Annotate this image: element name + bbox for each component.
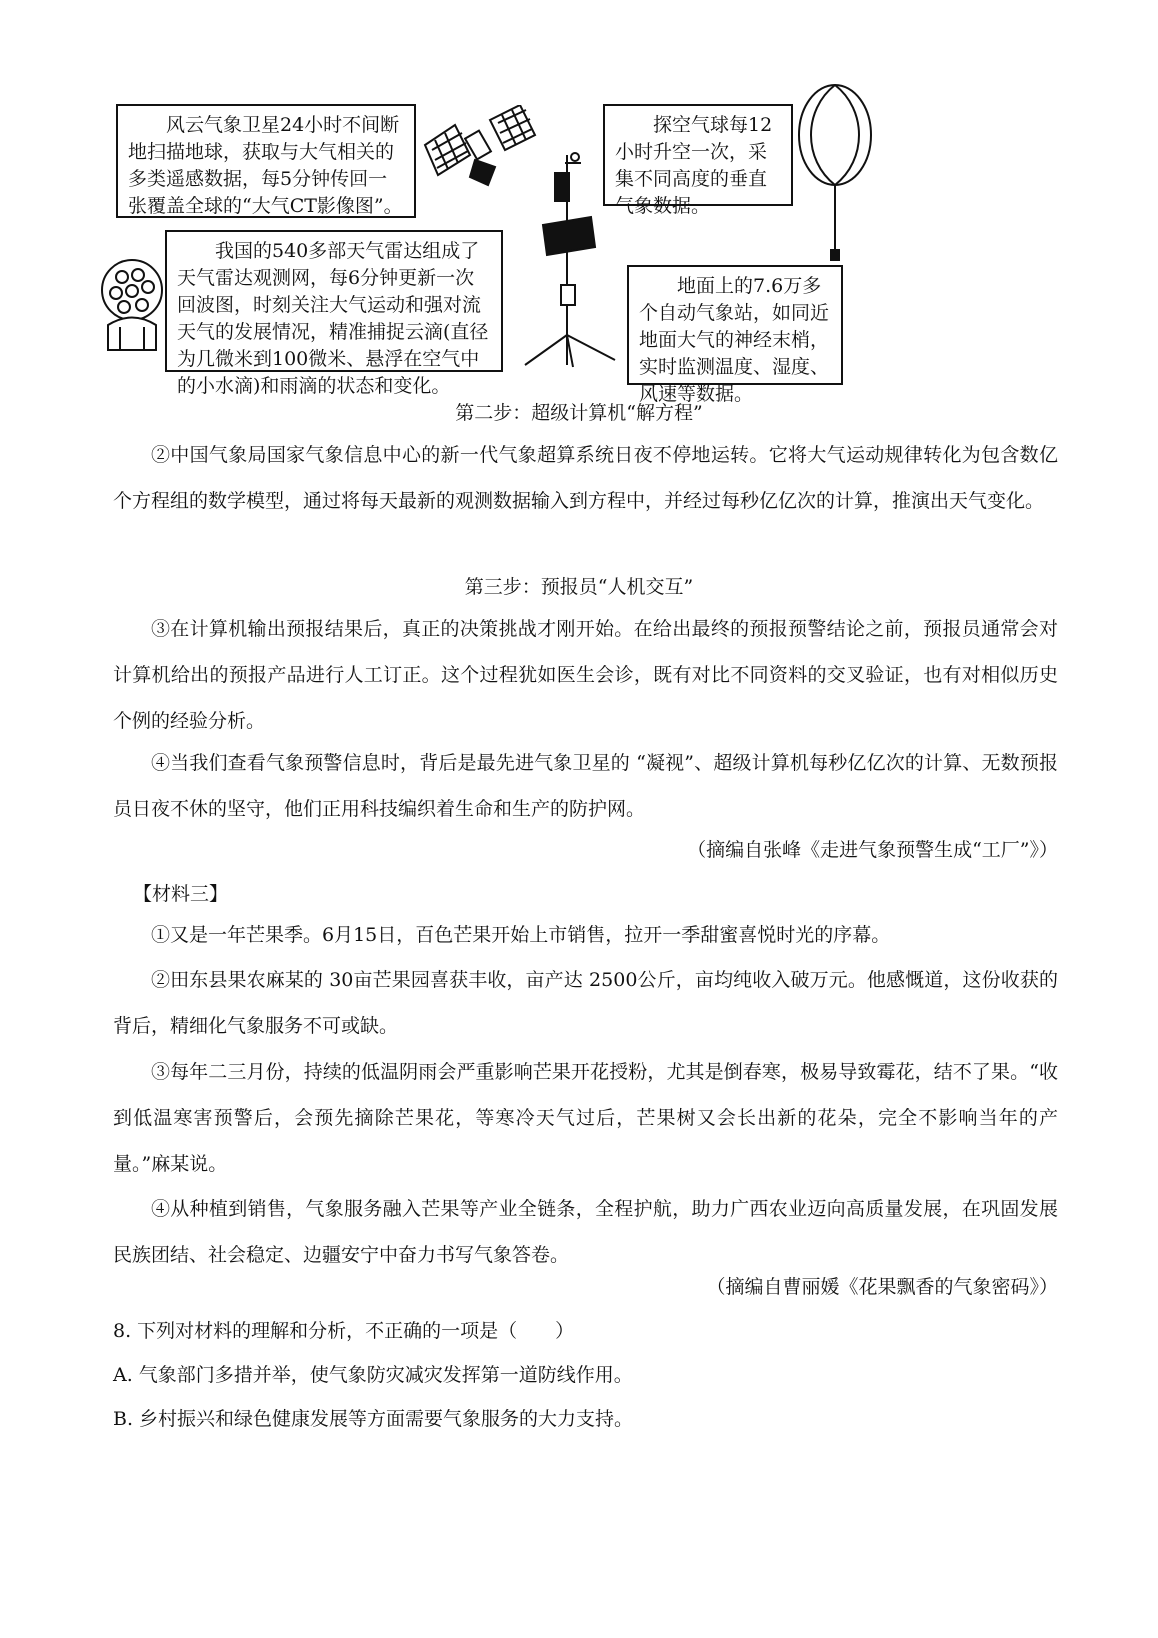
source-material-3: （摘编自曹丽媛《花果飘香的气象密码》） — [706, 1276, 1058, 1298]
station-text-box: 地面上的7.6万多个自动气象站，如同近地面大气的神经末梢，实时监测温度、湿度、风速等数据。 — [627, 265, 843, 385]
question-8: 8. 下列对材料的理解和分析，不正确的一项是（ ） — [113, 1320, 575, 1342]
m3-paragraph-2: ②田东县果农麻某的 30亩芒果园喜获丰收，亩产达 2500公斤，亩均纯收入破万元。他感慨道，这份收获的背后，精细化气象服务不可或缺。 — [113, 969, 1058, 1037]
source-material-2: （摘编自张峰《走进气象预警生成“工厂”》） — [687, 839, 1058, 861]
radar-text-box: 我国的540多部天气雷达组成了天气雷达观测网，每6分钟更新一次回波图，时刻关注大气运动和强对流天气的发展情况，精准捕捉云滴(直径为几微米到100微米、悬浮在空气中的小水滴)和雨滴的状态和变化。 — [165, 230, 503, 372]
balloon-text-box: 探空气球每12小时升空一次，采集不同高度的垂直气象数据。 — [603, 104, 793, 206]
material3-title: 【材料三】 — [133, 883, 229, 905]
m3-paragraph-3: ③每年二三月份，持续的低温阴雨会严重影响芒果开花授粉，尤其是倒春寒，极易导致霉花，结不了果。“收到低温寒害预警后，会预先摘除芒果花，等寒冷天气过后，芒果树又会长出新的花朵，完全不影响当年的产量。”麻某说。 — [113, 1061, 1058, 1175]
paragraph-3: ③在计算机输出预报结果后，真正的决策挑战才刚开始。在给出最终的预报预警结论之前，预报员通常会对计算机给出的预报产品进行人工订正。这个过程犹如医生会诊，既有对比不同资料的交叉验证，也有对相似历史个例的经验分析。 — [113, 618, 1058, 732]
satellite-text-box: 风云气象卫星24小时不间断地扫描地球，获取与大气相关的多类遥感数据，每5分钟传回一张覆盖全球的“大气CT影像图”。 — [116, 104, 416, 218]
step2-title: 第二步：超级计算机“解方程” — [455, 402, 703, 424]
option-b: B. 乡村振兴和绿色健康发展等方面需要气象服务的大力支持。 — [113, 1408, 634, 1430]
weather-balloon-icon — [795, 80, 875, 265]
weather-station-icon — [515, 145, 625, 370]
m3-paragraph-1: ①又是一年芒果季。6月15日，百色芒果开始上市销售，拉开一季甜蜜喜悦时光的序幕。 — [151, 924, 891, 946]
option-a: A. 气象部门多措并举，使气象防灾减灾发挥第一道防线作用。 — [113, 1364, 633, 1386]
paragraph-2: ②中国气象局国家气象信息中心的新一代气象超算系统日夜不停地运转。它将大气运动规律转化为包含数亿个方程组的数学模型，通过将每天最新的观测数据输入到方程中，并经过每秒亿亿次的计算，推演出天气变化。 — [113, 444, 1058, 512]
step3-title: 第三步：预报员“人机交互” — [464, 576, 694, 598]
paragraph-4: ④当我们查看气象预警信息时，背后是最先进气象卫星的 “凝视”、超级计算机每秒亿亿次的计算、无数预报员日夜不休的坚守，他们正用科技编织着生命和生产的防护网。 — [113, 752, 1058, 820]
m3-paragraph-4: ④从种植到销售，气象服务融入芒果等产业全链条，全程护航，助力广西农业迈向高质量发展，在巩固发展民族团结、社会稳定、边疆安宁中奋力书写气象答卷。 — [113, 1198, 1058, 1266]
radar-dome-icon — [100, 255, 170, 360]
